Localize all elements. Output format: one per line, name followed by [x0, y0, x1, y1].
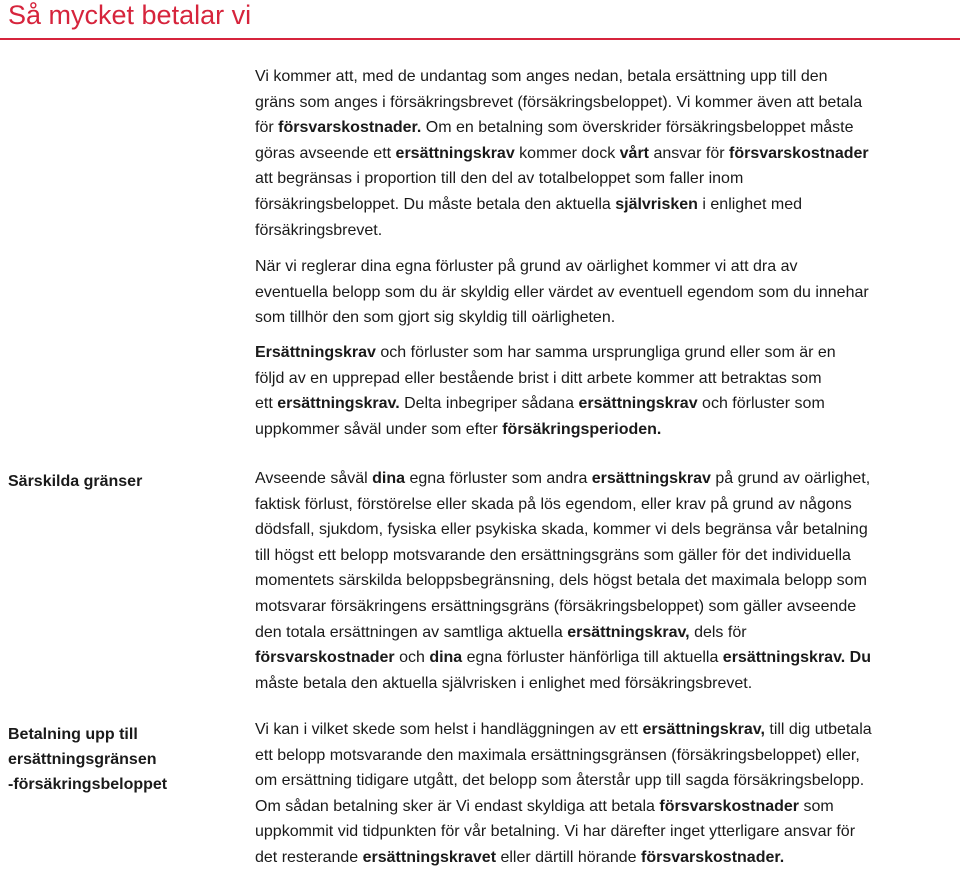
text-run: eller därtill hörande: [496, 848, 641, 866]
text-line: [255, 794, 960, 820]
bold-term: ersättningskrav,: [567, 623, 690, 641]
paragraph-betalning-upp-till: [255, 717, 960, 871]
text-run: dödsfall, sjukdom, fysiska eller psykiska skada, kommer vi dels begränsa vår betalning: [255, 521, 868, 539]
text-run: försäkringsbrevet.: [255, 221, 383, 239]
text-run: momentets särskilda beloppsbegränsning, dels högst betala det maximala belopp som: [255, 572, 867, 590]
text-line: [255, 466, 960, 492]
text-line: [255, 517, 960, 543]
text-run: i enlighet med: [697, 195, 803, 213]
text-line: [255, 64, 960, 90]
text-line: [255, 254, 960, 280]
text-run: eventuella belopp som du är skyldig eller värdet av eventuell egendom som du innehar: [255, 283, 869, 301]
text-run: Om sådan betalning sker är Vi endast skyldiga att betala: [255, 797, 660, 815]
bold-term: försvarskostnader: [729, 144, 869, 162]
text-line: [255, 340, 960, 366]
text-line: [255, 115, 960, 141]
bold-term: försäkringsperioden.: [502, 420, 662, 438]
bold-term: självrisken: [615, 195, 698, 213]
bold-term: Ersättningskrav: [255, 344, 376, 361]
text-line: [255, 166, 960, 192]
text-run: När vi reglerar dina egna förluster på grund av oärlighet kommer vi att dra av: [255, 258, 798, 275]
bold-term: ersättningskrav. Du: [722, 649, 871, 667]
bold-term: vårt: [619, 144, 649, 162]
bold-term: ersättningskrav: [395, 144, 515, 162]
text-run: ett belopp motsvarande den maximala ersättningsgränsen (försäkringsbeloppet) eller,: [255, 746, 860, 764]
text-run: Vi kommer att, med de undantag som anges nedan, betala ersättning upp till den: [255, 68, 828, 85]
text-run: den totala ersättningen av samtliga aktuella: [255, 623, 568, 641]
page-title: Så mycket betalar vi: [8, 0, 252, 30]
text-run: egna förluster hänförliga till aktuella: [462, 649, 723, 667]
text-run: motsvarar försäkringens ersättningsgräns (försäkringsbeloppet) som gäller avseende: [255, 597, 857, 615]
bold-term: försvarskostnader.: [640, 848, 785, 866]
text-line: [255, 280, 960, 306]
text-run: att begränsas i proportion till den del av totalbeloppet som faller inom: [255, 170, 744, 188]
text-run: kommer dock: [514, 144, 620, 162]
side-heading-sarskilda-granser: [8, 469, 243, 494]
text-run: ett: [255, 395, 278, 413]
text-run: och förluster som har samma ursprungliga grund eller som är en: [375, 344, 836, 361]
text-run: Avseende såväl: [255, 470, 373, 487]
side-heading-betalning: [8, 722, 243, 797]
bold-term: försvarskostnader.: [278, 119, 422, 137]
text-run: följd av en upprepad eller bestående brist i ditt arbete kommer att betraktas som: [255, 369, 822, 387]
text-run: Delta inbegriper sådana: [399, 395, 579, 413]
text-run: egna förluster som andra: [405, 470, 592, 487]
text-line: [255, 417, 960, 443]
bold-term: ersättningskrav: [591, 470, 711, 487]
text-run: göras avseende ett: [255, 144, 396, 162]
text-run: faktisk förlust, förstörelse eller skada på lös egendom, eller krav på grund av någons: [255, 495, 852, 513]
bold-term: ersättningskravet: [362, 848, 497, 866]
bold-term: dina: [429, 649, 463, 667]
bold-term: försvarskostnader: [255, 649, 395, 667]
text-run: gräns som anges i försäkringsbrevet (försäkringsbeloppet). Vi kommer även att betala: [255, 93, 863, 111]
text-run: och förluster som: [697, 395, 825, 413]
text-line: [255, 218, 960, 244]
text-line: [255, 366, 960, 392]
text-run: uppkommit vid tidpunkten för vår betalning. Vi har därefter inget ytterligare ansvar för: [255, 823, 856, 841]
text-run: Vi kan i vilket skede som helst i handläggningen av ett: [255, 721, 643, 738]
text-line: [255, 192, 960, 218]
text-run: som: [799, 797, 834, 815]
bold-term: dina: [372, 470, 406, 487]
text-run: till högst ett belopp motsvarande den ersättningsgräns som gäller för det individuella: [255, 546, 851, 564]
text-line: [255, 671, 960, 697]
text-line: [255, 594, 960, 620]
text-run: ansvar för: [649, 144, 730, 162]
text-line: [255, 768, 960, 794]
side-heading-line: Betalning upp till: [8, 726, 138, 743]
side-heading-line: ersättningsgränsen: [8, 751, 157, 768]
text-run: dels för: [689, 623, 747, 641]
text-line: [255, 492, 960, 518]
paragraph-oarlighet: [255, 254, 960, 331]
text-line: [255, 743, 960, 769]
text-line: [255, 845, 960, 871]
text-run: försäkringsbeloppet. Du måste betala den aktuella: [255, 195, 616, 213]
text-line: [255, 620, 960, 646]
paragraph-betalning-grans: [255, 64, 960, 243]
text-run: måste betala den aktuella självrisken i enlighet med försäkringsbrevet.: [255, 674, 753, 692]
text-run: för: [255, 119, 279, 137]
text-run: på grund av oärlighet,: [710, 470, 871, 487]
side-heading-text: Särskilda gränser: [8, 473, 143, 490]
text-line: [255, 568, 960, 594]
text-line: [255, 543, 960, 569]
text-run: till dig utbetala: [764, 721, 872, 738]
text-run: det resterande: [255, 848, 363, 866]
bold-term: ersättningskrav,: [642, 721, 765, 738]
text-line: [255, 717, 960, 743]
paragraph-sarskilda-granser: [255, 466, 960, 696]
side-heading-line: -försäkringsbeloppet: [8, 776, 168, 793]
bold-term: ersättningskrav: [578, 395, 698, 413]
text-run: som tillhör den som gjort sig skyldig till oärligheten.: [255, 309, 616, 327]
text-line: [255, 305, 960, 331]
paragraph-ersattningskrav-samma-grund: [255, 340, 960, 442]
text-run: Om en betalning som överskrider försäkringsbeloppet måste: [421, 119, 854, 137]
text-line: [255, 141, 960, 167]
text-line: [255, 645, 960, 671]
bold-term: försvarskostnader: [659, 797, 800, 815]
title-divider: [0, 38, 960, 40]
bold-term: ersättningskrav.: [277, 395, 400, 413]
text-line: [255, 90, 960, 116]
text-line: [255, 391, 960, 417]
text-run: och: [394, 649, 430, 667]
text-line: [255, 819, 960, 845]
text-run: om ersättning tidigare utgått, det belopp som återstår upp till sagda försäkringsbelopp.: [255, 772, 865, 790]
text-run: uppkommer såväl under som efter: [255, 420, 503, 438]
